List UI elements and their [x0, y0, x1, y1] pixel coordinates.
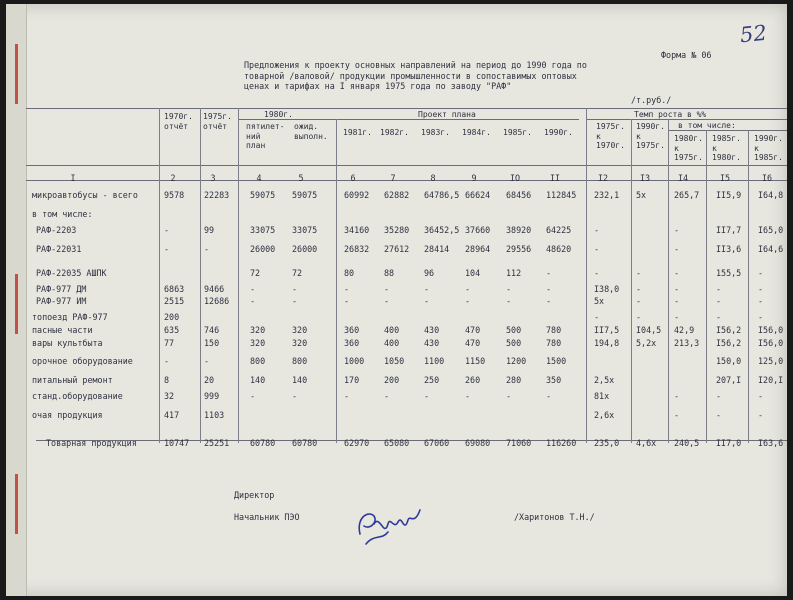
- table-cell: 88: [384, 268, 395, 278]
- table-cell: -: [164, 356, 170, 366]
- table-cell: 80: [344, 268, 355, 278]
- column-number: I3: [639, 173, 651, 183]
- table-cell: -: [250, 296, 256, 306]
- table-cell: -: [292, 391, 298, 401]
- table-cell: -: [594, 244, 600, 254]
- table-cell: 25251: [204, 438, 230, 448]
- table-cell: 780: [546, 338, 562, 348]
- table-cell: -: [758, 312, 764, 322]
- table-cell: 2,5x: [594, 375, 615, 385]
- table-cell: 20: [204, 375, 215, 385]
- table-cell: 67060: [424, 438, 450, 448]
- document-title: Предложения к проекту основных направлений на период до 1990 года по товарной /валовой/ продукции промышленности в сопоставимых оптовых ценах и тарифах на I января 1975 года по заводу "РАФ": [244, 60, 587, 91]
- col-divider: [238, 108, 239, 443]
- table-cell: 81x: [594, 391, 610, 401]
- table-cell: -: [674, 391, 680, 401]
- table-cell: -: [465, 284, 471, 294]
- table-cell: 34160: [344, 225, 370, 235]
- table-cell: I64,6: [758, 244, 784, 254]
- table-cell: 999: [204, 391, 220, 401]
- table-cell: 71060: [506, 438, 532, 448]
- table-cell: 350: [546, 375, 562, 385]
- table-cell: I63,6: [758, 438, 784, 448]
- header-p1981: 1981г.: [343, 128, 372, 137]
- col-divider: [706, 130, 707, 443]
- table-cell: 155,5: [716, 268, 742, 278]
- table-cell: -: [636, 296, 642, 306]
- table-cell: -: [384, 296, 390, 306]
- col-divider: [668, 119, 669, 443]
- table-cell: 112845: [546, 190, 577, 200]
- table-cell: -: [758, 296, 764, 306]
- table-cell: 62970: [344, 438, 370, 448]
- handwritten-signature: [354, 504, 424, 548]
- table-cell: 320: [250, 325, 266, 335]
- table-cell: 5,2x: [636, 338, 657, 348]
- table-cell: -: [594, 225, 600, 235]
- table-cell: 250: [424, 375, 440, 385]
- table-cell: 10747: [164, 438, 190, 448]
- table-cell: 48620: [546, 244, 572, 254]
- table-cell: II3,6: [716, 244, 742, 254]
- row-label: вары культбыта: [32, 338, 103, 348]
- table-cell: -: [636, 268, 642, 278]
- col-divider: [159, 108, 160, 443]
- table-cell: 72: [250, 268, 261, 278]
- header-g3: 1980г. к 1975г.: [674, 134, 703, 162]
- table-cell: I56,2: [716, 325, 742, 335]
- director-label: Директор: [234, 490, 275, 500]
- table-cell: 65080: [384, 438, 410, 448]
- col-divider: [200, 108, 201, 443]
- table-cell: 42,9: [674, 325, 695, 335]
- table-cell: -: [292, 296, 298, 306]
- table-cell: -: [292, 284, 298, 294]
- table-cell: 780: [546, 325, 562, 335]
- table-cell: 99: [204, 225, 215, 235]
- table-cell: 280: [506, 375, 522, 385]
- table-cell: 265,7: [674, 190, 700, 200]
- table-cell: 207,I: [716, 375, 742, 385]
- table-cell: 194,8: [594, 338, 620, 348]
- table-cell: II7,7: [716, 225, 742, 235]
- head-name: /Харитонов Т.Н./: [514, 512, 595, 522]
- table-cell: I56,0: [758, 338, 784, 348]
- table-cell: -: [250, 391, 256, 401]
- row-label: Товарная продукция: [46, 438, 137, 448]
- table-cell: 800: [292, 356, 308, 366]
- table-cell: 400: [384, 338, 400, 348]
- row-label: станд.оборудование: [32, 391, 123, 401]
- table-cell: -: [758, 284, 764, 294]
- table-cell: 22283: [204, 190, 230, 200]
- table-cell: 28414: [424, 244, 450, 254]
- table-cell: -: [424, 391, 430, 401]
- table-cell: -: [716, 296, 722, 306]
- column-number: I4: [677, 173, 689, 183]
- table-cell: 5x: [594, 296, 605, 306]
- table-cell: 33075: [292, 225, 318, 235]
- column-number: 7: [390, 173, 396, 183]
- table-cell: 746: [204, 325, 220, 335]
- table-cell: -: [758, 391, 764, 401]
- header-growth: Темп роста в %%: [634, 110, 707, 119]
- header-expected: ожид. выполн.: [294, 122, 328, 141]
- table-cell: -: [546, 296, 552, 306]
- table-cell: 400: [384, 325, 400, 335]
- row-label: РАФ-22031: [36, 244, 82, 254]
- table-cell: 1500: [546, 356, 567, 366]
- header-g1: 1975г. к 1970г.: [596, 122, 625, 150]
- table-cell: 12686: [204, 296, 230, 306]
- table-cell: 430: [424, 325, 440, 335]
- table-cell: 68456: [506, 190, 532, 200]
- row-label: топоезд РАФ-977: [32, 312, 108, 322]
- table-cell: 320: [292, 325, 308, 335]
- table-cell: 635: [164, 325, 180, 335]
- table-cell: 1000: [344, 356, 365, 366]
- table-cell: II7,5: [594, 325, 620, 335]
- header-1970: 1970г. отчёт: [164, 112, 193, 131]
- table-cell: -: [424, 296, 430, 306]
- table-cell: 36452,5: [424, 225, 460, 235]
- column-number: 4: [256, 173, 262, 183]
- table-cell: -: [594, 268, 600, 278]
- column-number: I2: [597, 173, 609, 183]
- table-cell: I56,2: [716, 338, 742, 348]
- head-label: Начальник ПЭО: [234, 512, 300, 522]
- col-divider: [586, 108, 587, 443]
- table-cell: 2,6x: [594, 410, 615, 420]
- header-p1983: 1983г.: [421, 128, 450, 137]
- row-label: пасные части: [32, 325, 93, 335]
- table-cell: 27612: [384, 244, 410, 254]
- table-cell: 33075: [250, 225, 276, 235]
- table-cell: 26000: [250, 244, 276, 254]
- table-cell: 470: [465, 325, 481, 335]
- table-cell: -: [546, 284, 552, 294]
- table-cell: 59075: [250, 190, 276, 200]
- table-cell: 59075: [292, 190, 318, 200]
- table-top-rule: [26, 108, 787, 109]
- column-number: 2: [170, 173, 176, 183]
- table-cell: 360: [344, 325, 360, 335]
- table-cell: 60780: [292, 438, 318, 448]
- table-cell: 64786,5: [424, 190, 460, 200]
- column-number: 3: [210, 173, 216, 183]
- table-cell: 26000: [292, 244, 318, 254]
- table-cell: -: [204, 244, 210, 254]
- table-cell: -: [344, 391, 350, 401]
- table-cell: 200: [164, 312, 180, 322]
- table-cell: 170: [344, 375, 360, 385]
- column-number: 5: [298, 173, 304, 183]
- table-cell: I56,0: [758, 325, 784, 335]
- table-cell: I38,0: [594, 284, 620, 294]
- table-cell: 1100: [424, 356, 445, 366]
- table-cell: 8: [164, 375, 170, 385]
- table-cell: 104: [465, 268, 481, 278]
- row-label: РАФ-977 ДМ: [36, 284, 87, 294]
- column-number: II: [549, 173, 561, 183]
- header-p1984: 1984г.: [462, 128, 491, 137]
- column-number: 8: [430, 173, 436, 183]
- table-cell: 35280: [384, 225, 410, 235]
- column-number: 6: [350, 173, 356, 183]
- table-cell: 260: [465, 375, 481, 385]
- table-cell: -: [674, 296, 680, 306]
- table-cell: I04,5: [636, 325, 662, 335]
- row-label: РАФ-977 ИМ: [36, 296, 87, 306]
- table-cell: -: [674, 410, 680, 420]
- table-cell: 140: [250, 375, 266, 385]
- table-cell: 60992: [344, 190, 370, 200]
- table-cell: -: [465, 296, 471, 306]
- table-cell: -: [716, 410, 722, 420]
- table-cell: -: [674, 244, 680, 254]
- table-cell: II5,9: [716, 190, 742, 200]
- table-cell: 150,0: [716, 356, 742, 366]
- table-cell: -: [758, 268, 764, 278]
- table-cell: 213,3: [674, 338, 700, 348]
- header-project: Проект плана: [418, 110, 476, 119]
- table-cell: 125,0: [758, 356, 784, 366]
- table-cell: 232,1: [594, 190, 620, 200]
- column-number: I6: [761, 173, 773, 183]
- table-cell: -: [546, 268, 552, 278]
- table-cell: 60780: [250, 438, 276, 448]
- table-cell: -: [164, 244, 170, 254]
- table-cell: 38920: [506, 225, 532, 235]
- table-cell: 6863: [164, 284, 185, 294]
- table-cell: 1150: [465, 356, 486, 366]
- table-cell: -: [594, 312, 600, 322]
- column-number: I: [70, 173, 76, 183]
- table-cell: -: [344, 284, 350, 294]
- row-label: в том числе:: [32, 209, 93, 219]
- table-cell: 240,5: [674, 438, 700, 448]
- header-g2: 1990г. к 1975г.: [636, 122, 665, 150]
- col-divider: [748, 130, 749, 443]
- table-cell: 360: [344, 338, 360, 348]
- table-cell: I20,I: [758, 375, 784, 385]
- table-cell: 116260: [546, 438, 577, 448]
- table-cell: -: [674, 312, 680, 322]
- table-cell: 417: [164, 410, 180, 420]
- table-cell: 470: [465, 338, 481, 348]
- table-cell: -: [546, 391, 552, 401]
- table-cell: -: [716, 391, 722, 401]
- table-cell: -: [674, 268, 680, 278]
- binding-strip: [6, 4, 27, 596]
- header-g5: 1990г. к 1985г.: [754, 134, 783, 162]
- table-cell: 9466: [204, 284, 225, 294]
- table-cell: 9578: [164, 190, 185, 200]
- header-p1985: 1985г.: [503, 128, 532, 137]
- form-label: Форма № 06: [661, 50, 712, 60]
- header-incl: в том числе:: [678, 121, 736, 130]
- table-cell: 430: [424, 338, 440, 348]
- table-cell: 69080: [465, 438, 491, 448]
- unit-label: /т.руб./: [631, 95, 672, 105]
- table-cell: 1103: [204, 410, 225, 420]
- table-cell: 1050: [384, 356, 405, 366]
- table-cell: 1200: [506, 356, 527, 366]
- table-cell: 77: [164, 338, 175, 348]
- table-cell: -: [344, 296, 350, 306]
- table-cell: 500: [506, 338, 522, 348]
- table-cell: 37660: [465, 225, 491, 235]
- table-cell: 72: [292, 268, 303, 278]
- table-cell: -: [758, 410, 764, 420]
- table-cell: I65,0: [758, 225, 784, 235]
- header-plan: пятилет- ний план: [246, 122, 285, 150]
- row-label: микроавтобусы - всего: [32, 190, 138, 200]
- table-cell: -: [465, 391, 471, 401]
- table-cell: 62882: [384, 190, 410, 200]
- table-cell: -: [384, 391, 390, 401]
- table-cell: 150: [204, 338, 220, 348]
- table-cell: 26832: [344, 244, 370, 254]
- table-cell: 2515: [164, 296, 185, 306]
- header-g4: 1985г. к 1980г.: [712, 134, 741, 162]
- table-cell: -: [384, 284, 390, 294]
- table-cell: -: [164, 225, 170, 235]
- table-cell: 235,0: [594, 438, 620, 448]
- document-sheet: [6, 4, 787, 596]
- table-cell: 29556: [506, 244, 532, 254]
- table-cell: -: [506, 284, 512, 294]
- row-label: РАФ-22035 АШПК: [36, 268, 107, 278]
- table-cell: 28964: [465, 244, 491, 254]
- table-cell: -: [636, 284, 642, 294]
- header-bottom-rule: [26, 165, 787, 166]
- row-label: РАФ-2203: [36, 225, 77, 235]
- table-cell: 32: [164, 391, 175, 401]
- header-p1990: 1990г.: [544, 128, 573, 137]
- table-cell: 5x: [636, 190, 647, 200]
- table-cell: -: [506, 391, 512, 401]
- table-cell: -: [506, 296, 512, 306]
- table-cell: 140: [292, 375, 308, 385]
- table-cell: -: [204, 356, 210, 366]
- table-cell: 64225: [546, 225, 572, 235]
- table-cell: 96: [424, 268, 435, 278]
- table-cell: 200: [384, 375, 400, 385]
- table-cell: I64,8: [758, 190, 784, 200]
- table-cell: -: [674, 225, 680, 235]
- header-1975: 1975г. отчёт: [203, 112, 232, 131]
- header-p1982: 1982г.: [380, 128, 409, 137]
- table-cell: 800: [250, 356, 266, 366]
- row-label: очая продукция: [32, 410, 103, 420]
- col-divider: [336, 119, 337, 443]
- table-cell: -: [716, 284, 722, 294]
- table-cell: -: [424, 284, 430, 294]
- table-cell: II7,0: [716, 438, 742, 448]
- table-cell: -: [674, 284, 680, 294]
- table-cell: 500: [506, 325, 522, 335]
- table-cell: 4,6x: [636, 438, 657, 448]
- table-cell: 320: [250, 338, 266, 348]
- table-cell: -: [716, 312, 722, 322]
- table-cell: 66624: [465, 190, 491, 200]
- row-label: питальный ремонт: [32, 375, 113, 385]
- column-number: IO: [509, 173, 521, 183]
- header-1980: 1980г.: [264, 110, 293, 119]
- column-number: 9: [471, 173, 477, 183]
- col-divider: [631, 119, 632, 443]
- table-cell: -: [250, 284, 256, 294]
- page-number: 52: [738, 20, 768, 48]
- table-cell: 112: [506, 268, 522, 278]
- table-cell: -: [636, 312, 642, 322]
- column-number: I5: [719, 173, 731, 183]
- table-cell: 320: [292, 338, 308, 348]
- row-label: орочное оборудование: [32, 356, 133, 366]
